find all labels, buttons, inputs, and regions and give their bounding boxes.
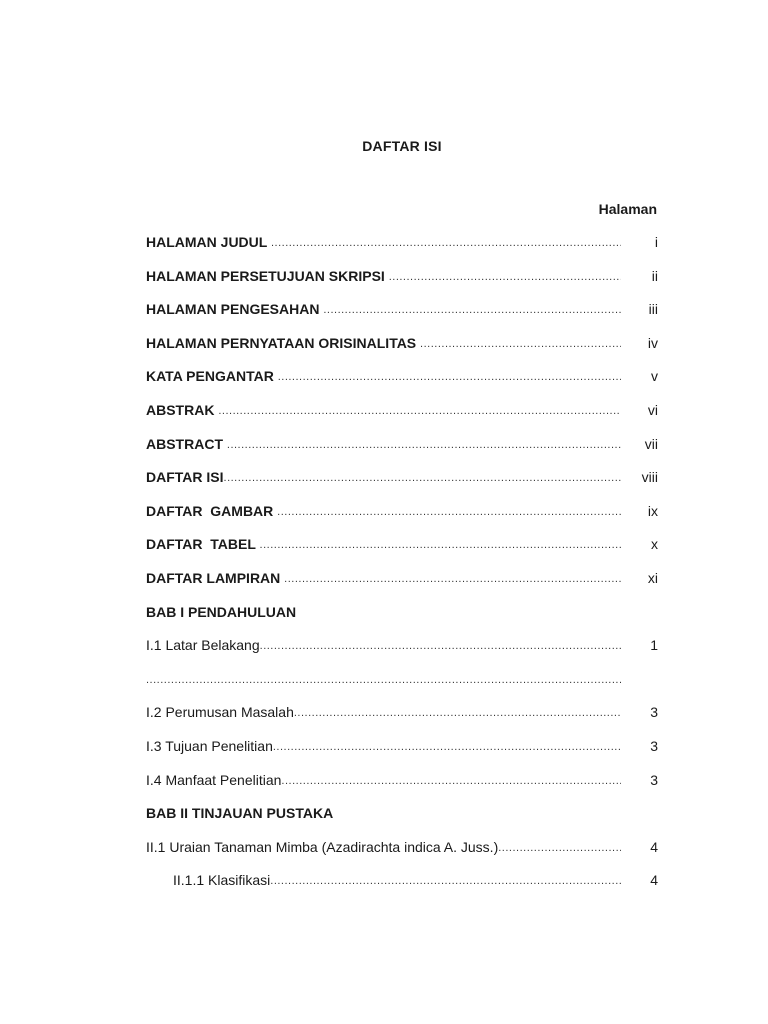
dot-leader (260, 636, 621, 656)
dot-leader (498, 838, 621, 858)
toc-entry-page-number: iii (648, 301, 658, 318)
toc-entry-page-number: x (651, 536, 658, 553)
toc-entry (146, 367, 658, 401)
toc-entry-page-number: 4 (650, 838, 658, 855)
toc-entry (146, 435, 658, 469)
toc-entry-label: HALAMAN PENGESAHAN (146, 301, 324, 318)
toc-entry-label: I.1 Latar Belakang (146, 637, 260, 654)
toc-entry-page-number: vi (647, 401, 658, 418)
toc-entry-label: DAFTAR GAMBAR (146, 502, 278, 519)
toc-entry (146, 771, 658, 805)
dot-leader (270, 871, 621, 891)
dot-leader (271, 233, 621, 253)
toc-entry (146, 401, 658, 435)
toc-entry-page-number: 3 (650, 737, 658, 754)
toc-entry-page-number: xi (647, 569, 658, 586)
toc-entry (146, 233, 658, 267)
toc-entry-page-number: viii (641, 469, 658, 486)
dot-leader (218, 401, 621, 421)
page-title: DAFTAR ISI (362, 138, 442, 154)
toc-entry-page-number: 3 (650, 704, 658, 721)
toc-entry-page-number: v (651, 368, 658, 385)
toc-entry-page-number: iv (647, 334, 658, 351)
toc-entry-label: I.4 Manfaat Penelitian (146, 771, 282, 788)
toc-entry (146, 703, 658, 737)
toc-entry-page-number: 4 (650, 872, 658, 889)
toc-entry-page-number: 1 (650, 637, 658, 654)
dot-leader (260, 535, 621, 555)
toc-entry-label: II.1 Uraian Tanaman Mimba (Azadirachta indica A. Juss.) (146, 838, 499, 855)
toc-entry (146, 737, 658, 771)
toc-entry-label: BAB II TINJAUAN PUSTAKA (146, 805, 334, 822)
toc-entry-label: HALAMAN JUDUL (146, 234, 271, 250)
toc-entry-page-number: i (654, 234, 658, 250)
dot-leader (284, 569, 621, 589)
toc-entry-label: BAB I PENDAHULUAN (146, 603, 297, 620)
toc-entry (146, 300, 658, 334)
toc-entry-label: KATA PENGANTAR (146, 368, 278, 385)
dot-leader (273, 737, 621, 757)
toc-entry (146, 636, 658, 670)
toc-entry (146, 670, 658, 704)
toc-entry (146, 334, 658, 368)
toc-entry-label: I.2 Perumusan Masalah (146, 704, 294, 721)
toc-entry-label: DAFTAR TABEL (146, 536, 260, 553)
dot-leader (294, 703, 621, 723)
dot-leader (224, 468, 621, 488)
toc-entry-label: HALAMAN PERNYATAAN ORISINALITAS (146, 334, 421, 351)
toc-entry-label: HALAMAN PERSETUJUAN SKRIPSI (146, 267, 389, 284)
dot-leader (389, 267, 621, 287)
toc-entry-label: DAFTAR ISI (146, 469, 224, 486)
toc-entry-page-number: 3 (650, 771, 658, 788)
toc-entry-label: ABSTRAK (146, 401, 219, 418)
toc-entry-page-number: vii (644, 435, 658, 452)
toc-entry-label: ABSTRACT (146, 435, 227, 452)
dot-leader (323, 300, 621, 320)
toc-entry (146, 603, 658, 637)
toc-entry-label: II.1.1 Klasifikasi (173, 872, 271, 889)
toc-entry-page-number: ix (647, 502, 658, 519)
toc-entry (146, 267, 658, 301)
toc-entry (146, 502, 658, 536)
toc-entry-label: I.3 Tujuan Penelitian (146, 737, 273, 754)
dot-leader (146, 670, 621, 690)
dot-leader (420, 334, 621, 354)
dot-leader (278, 367, 621, 387)
toc-entry-label: DAFTAR LAMPIRAN (146, 569, 285, 586)
toc-entry (146, 535, 658, 569)
dot-leader (281, 771, 621, 791)
toc-entry (146, 838, 658, 872)
page-column-header: Halaman (598, 201, 657, 217)
toc-entry-page-number: ii (651, 267, 658, 284)
toc-entry (146, 468, 658, 502)
toc-entry (146, 871, 658, 905)
dot-leader (227, 435, 621, 455)
toc-entry (146, 804, 658, 838)
toc-entry (146, 569, 658, 603)
dot-leader (277, 502, 621, 522)
table-of-contents (146, 233, 658, 905)
